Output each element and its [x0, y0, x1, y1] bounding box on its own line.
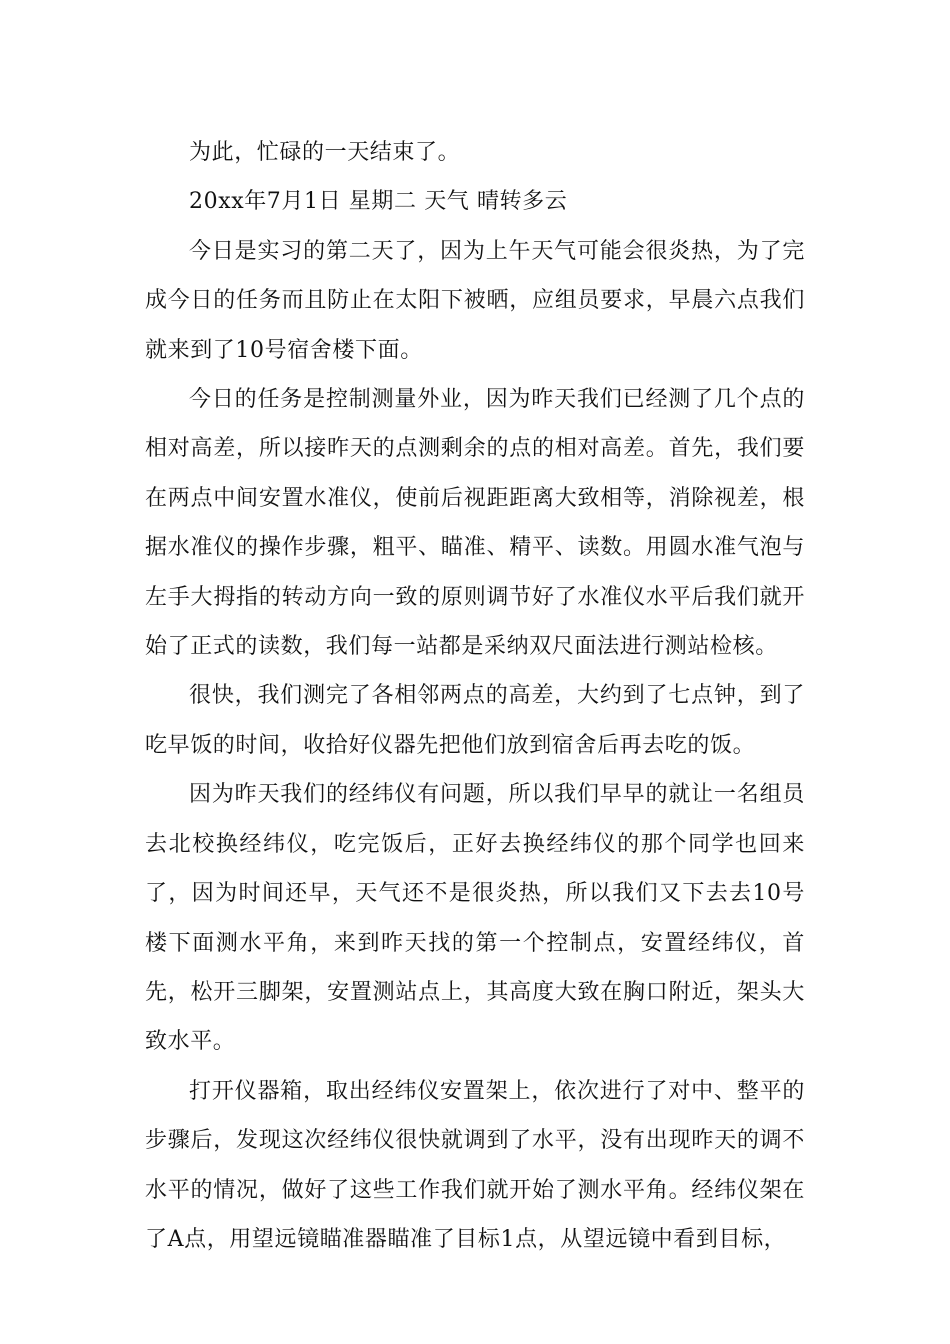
- diary-date-line: 20xx年7月1日 星期二 天气 晴转多云: [189, 189, 568, 215]
- paragraph-4: 今日的任务是控制测量外业，因为昨天我们已经测了几个点的相对高差，所以接昨天的点测剩余的点的相对高差。首先，我们要在两点中间安置水准仪，使前后视距距离大致相等，消除视差，根据水准仪的操作步骤，粗平、瞄准、精平、读数。用圆水准气泡与左手大拇指的转动方向一致的原则调节好了水准仪水平后我们就开始了正式的读数，我们每一站都是采纳双尺面法进行测站检核。: [145, 387, 805, 660]
- paragraph-7: 打开仪器箱，取出经纬仪安置架上，依次进行了对中、整平的步骤后，发现这次经纬仪很快就调到了水平，没有出现昨天的调不水平的情况，做好了这些工作我们就开始了测水平角。经纬仪架在了A点，用望远镜瞄准器瞄准了目标1点，从望远镜中看到目标，: [145, 1078, 805, 1252]
- paragraph-1: 为此，忙碌的一天结束了。: [189, 140, 461, 165]
- paragraph-6: 因为昨天我们的经纬仪有问题，所以我们早早的就让一名组员去北校换经纬仪，吃完饭后，正好去换经纬仪的那个同学也回来了，因为时间还早，天气还不是很炎热，所以我们又下去去10号楼下面测水平角，来到昨天找的第一个控制点，安置经纬仪，首先，松开三脚架，安置测站点上，其高度大致在胸口附近，架头大致水平。: [145, 782, 805, 1055]
- paragraph-3: 今日是实习的第二天了，因为上午天气可能会很炎热，为了完成今日的任务而且防止在太阳下被晒，应组员要求，早晨六点我们就来到了10号宿舍楼下面。: [145, 238, 805, 363]
- paragraph-5: 很快，我们测完了各相邻两点的高差，大约到了七点钟，到了吃早饭的时间，收拾好仪器先把他们放到宿舍后再去吃的饭。: [145, 683, 805, 758]
- document-body: [145, 128, 805, 1264]
